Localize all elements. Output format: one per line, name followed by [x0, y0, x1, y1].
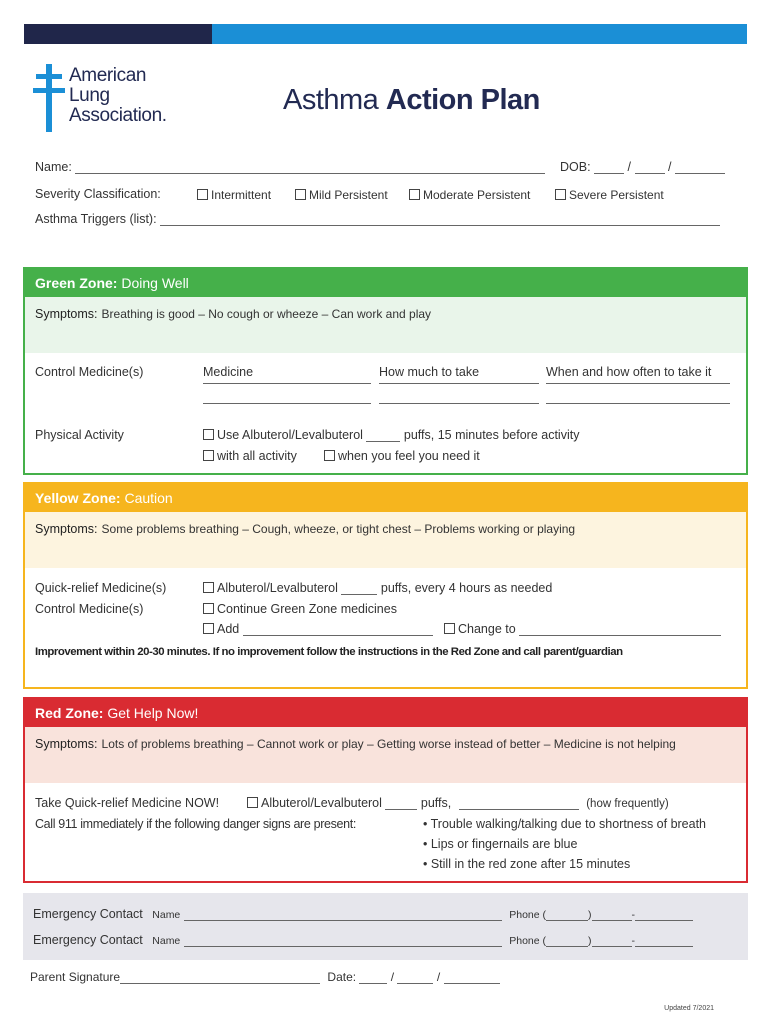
puffs-field[interactable] [366, 441, 400, 442]
checkbox[interactable] [203, 603, 214, 614]
checkbox[interactable] [295, 189, 306, 200]
checkbox[interactable] [203, 582, 214, 593]
emergency-contact-1: Emergency Contact Name Phone ( ) - [33, 907, 693, 921]
yellow-symptoms: Symptoms: Some problems breathing – Cough, wheeze, or tight chest – Problems working or playing [25, 512, 746, 568]
severity-row [35, 187, 161, 201]
checkbox[interactable] [203, 450, 214, 461]
severity-option-severe[interactable]: Severe Persistent [555, 188, 664, 202]
updated-date: Updated 7/2021 [664, 1005, 714, 1012]
how-much-field-1[interactable] [379, 383, 539, 384]
checkbox[interactable] [409, 189, 420, 200]
severity-option-moderate[interactable]: Moderate Persistent [409, 188, 530, 202]
call-911-label: Call 911 immediately if the following danger signs are present: [35, 817, 356, 831]
how-much-field-2[interactable] [379, 403, 539, 404]
activity-option-albuterol[interactable]: Use Albuterol/Levalbuterol puffs, 15 minutes before activity [203, 428, 579, 442]
danger-sign-3: • Still in the red zone after 15 minutes [423, 857, 631, 871]
top-color-bar [24, 24, 747, 44]
checkbox[interactable] [555, 189, 566, 200]
frequency-field[interactable] [459, 809, 579, 810]
signature-row: Parent Signature Date: / / [30, 970, 500, 984]
green-zone [23, 267, 748, 475]
area-code-field[interactable] [546, 946, 588, 947]
date-label: Date: [327, 970, 357, 984]
physical-activity-label: Physical Activity [35, 428, 124, 442]
red-symptoms: Symptoms: Lots of problems breathing – Cannot work or play – Getting worse instead of better – Medicine is not helping [25, 727, 746, 783]
yellow-zone [23, 482, 748, 689]
dob-day-field[interactable] [635, 173, 665, 174]
name-label: Name: [35, 160, 72, 174]
checkbox[interactable] [197, 189, 208, 200]
col-how-much: How much to take [379, 365, 480, 379]
when-field-1[interactable] [546, 383, 730, 384]
logo-wordmark [69, 66, 167, 126]
danger-sign-2: • Lips or fingernails are blue [423, 837, 578, 851]
add-field[interactable] [243, 635, 433, 636]
name-row [35, 160, 545, 174]
activity-option-need[interactable]: when you feel you need it [324, 449, 480, 463]
dob-year-field[interactable] [675, 173, 725, 174]
dob-sep-2: / [667, 160, 672, 174]
green-symptoms: Symptoms: Breathing is good – No cough or wheeze – Can work and play [25, 297, 746, 353]
top-bar-dark [24, 24, 212, 44]
page-title [283, 84, 540, 117]
signature-label: Parent Signature [30, 970, 121, 984]
puffs-field[interactable] [385, 809, 417, 810]
yellow-option-add[interactable]: Add [203, 622, 433, 636]
double-cross-icon [33, 64, 65, 132]
danger-sign-1: • Trouble walking/talking due to shortness of breath [423, 817, 707, 831]
contact-name-field[interactable] [184, 946, 502, 947]
green-control-label: Control Medicine(s) [35, 365, 144, 379]
american-lung-association-logo [33, 64, 203, 134]
checkbox[interactable] [444, 623, 455, 634]
checkbox[interactable] [247, 797, 258, 808]
green-zone-header: Green Zone: Doing Well [25, 269, 746, 297]
severity-option-intermittent[interactable]: Intermittent [197, 188, 271, 202]
emergency-contacts [23, 893, 748, 960]
col-when: When and how often to take it [546, 365, 712, 379]
puffs-field[interactable] [341, 594, 377, 595]
checkbox[interactable] [203, 623, 214, 634]
quick-relief-label: Quick-relief Medicine(s) [35, 581, 167, 595]
dob-sep-1: / [627, 160, 632, 174]
activity-option-all[interactable]: with all activity [203, 449, 297, 463]
yellow-zone-header: Yellow Zone: Caution [25, 484, 746, 512]
date-month-field[interactable] [359, 983, 387, 984]
change-field[interactable] [519, 635, 721, 636]
dob-month-field[interactable] [594, 173, 624, 174]
area-code-field[interactable] [546, 920, 588, 921]
red-zone-header: Red Zone: Get Help Now! [25, 699, 746, 727]
top-bar-blue [212, 24, 747, 44]
logo-line-1: American [69, 65, 147, 86]
red-option-albuterol[interactable]: Albuterol/Levalbuterol puffs, (how frequently) [247, 796, 669, 810]
title-regular: Asthma [283, 84, 386, 116]
improvement-note: Improvement within 20-30 minutes. If no improvement follow the instructions in the Red Zone and call parent/guardian [35, 646, 623, 658]
emergency-contact-2: Emergency Contact Name Phone ( ) - [33, 933, 693, 947]
triggers-row [35, 212, 720, 226]
when-field-2[interactable] [546, 403, 730, 404]
name-field[interactable] [75, 173, 545, 174]
signature-field[interactable] [120, 983, 320, 984]
red-zone [23, 697, 748, 883]
dob-row [560, 160, 725, 174]
yellow-option-change[interactable]: Change to [444, 622, 721, 636]
contact-name-field[interactable] [184, 920, 502, 921]
triggers-label: Asthma Triggers (list): [35, 212, 157, 226]
phone-line-field[interactable] [635, 920, 693, 921]
severity-label: Severity Classification: [35, 187, 161, 201]
dob-label: DOB: [560, 160, 591, 174]
severity-option-mild[interactable]: Mild Persistent [295, 188, 388, 202]
logo-line-3: Association. [69, 105, 167, 126]
logo-line-2: Lung [69, 85, 110, 106]
checkbox[interactable] [203, 429, 214, 440]
medicine-field-1[interactable] [203, 383, 371, 384]
take-quick-relief-label: Take Quick-relief Medicine NOW! [35, 796, 220, 810]
yellow-option-albuterol[interactable]: Albuterol/Levalbuterol puffs, every 4 hours as needed [203, 581, 552, 595]
phone-line-field[interactable] [635, 946, 693, 947]
title-bold: Action Plan [385, 84, 540, 116]
yellow-control-label: Control Medicine(s) [35, 602, 144, 616]
triggers-field[interactable] [160, 225, 720, 226]
phone-prefix-field[interactable] [592, 920, 632, 921]
date-year-field[interactable] [444, 983, 500, 984]
yellow-option-continue[interactable]: Continue Green Zone medicines [203, 602, 397, 616]
phone-prefix-field[interactable] [592, 946, 632, 947]
date-day-field[interactable] [397, 983, 433, 984]
col-medicine: Medicine [203, 365, 254, 379]
medicine-field-2[interactable] [203, 403, 371, 404]
checkbox[interactable] [324, 450, 335, 461]
